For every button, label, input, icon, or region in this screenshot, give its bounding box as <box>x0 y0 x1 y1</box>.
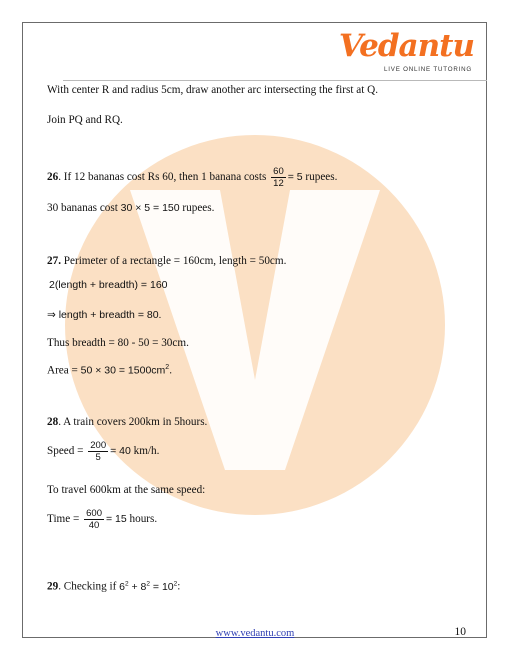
logo-tagline: LIVE ONLINE TUTORING <box>384 66 472 73</box>
question-number: 29 <box>47 580 59 593</box>
equation: ⇒ length + breadth = 80. <box>47 309 162 321</box>
header-rule <box>63 80 487 81</box>
fraction: $\frac{600}{40}$ <box>86 508 102 531</box>
answer-line: 30 bananas cost 30 × 5 = 150 rupees. <box>47 202 215 214</box>
question-26: 26. If 12 bananas cost Rs 60, then 1 banana costs $\frac{60}{12}$ = 5 rupees. <box>47 166 338 189</box>
fraction: $\frac{200}{5}$ <box>90 440 107 463</box>
footer-website-link[interactable]: www.vedantu.com <box>215 628 295 639</box>
text-line: To travel 600km at the same speed: <box>47 484 206 496</box>
question-number: 27. <box>47 255 61 267</box>
equation: 2(length + breadth) = 160 <box>49 279 168 291</box>
speed-line: Speed = $\frac{200}{5}$ = 40 km/h. <box>47 440 160 463</box>
question-text: . A train covers 200km in 5hours. <box>58 416 208 428</box>
question-29: 29. Checking if $6^2 + 8^2 = 10^2$: <box>47 580 181 593</box>
question-text: Perimeter of a rectangle = 160cm, length = 50cm. <box>63 255 287 267</box>
question-text: . If 12 bananas cost Rs 60, then 1 banana costs <box>58 171 267 184</box>
logo-wordmark: Vedantu <box>338 28 474 64</box>
time-line: Time = $\frac{600}{40}$ = 15 hours. <box>47 508 158 531</box>
text-line: With center R and radius 5cm, draw another arc intersecting the first at Q. <box>47 84 379 96</box>
page-number: 10 <box>454 626 466 638</box>
text-line: Join PQ and RQ. <box>47 114 123 126</box>
question-text: . Checking if <box>58 580 117 593</box>
question-number: 26 <box>47 171 59 184</box>
pythagoras-expression: $6^2 + 8^2 = 10^2$ <box>119 580 178 593</box>
question-number: 28 <box>47 416 59 428</box>
fraction: $\frac{60}{12}$ <box>273 166 284 189</box>
question-27 <box>47 254 286 268</box>
area-line: Area = $50 \times 30 = 1500cm^2$. <box>47 364 172 377</box>
question-28 <box>47 415 207 429</box>
vedantu-logo <box>338 28 474 80</box>
text-line: Thus breadth = 80 - 50 = 30cm. <box>47 337 189 349</box>
